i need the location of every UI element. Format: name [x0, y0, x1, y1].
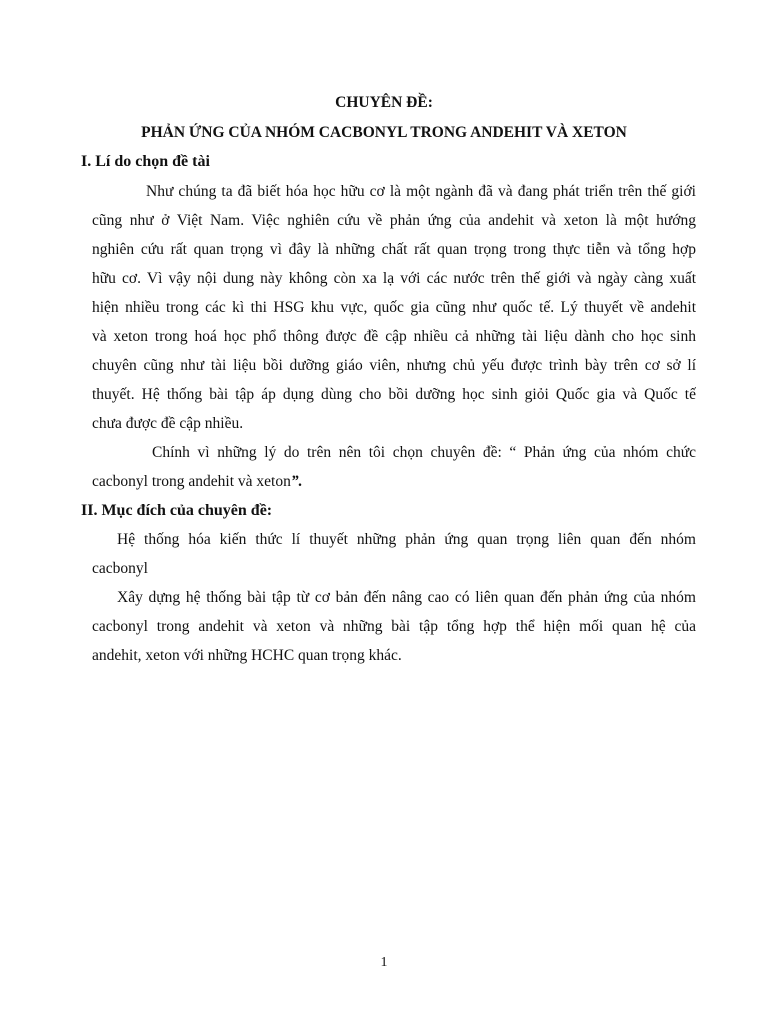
paragraph-line — [92, 472, 302, 492]
paragraph-line: và xeton trong hoá học phổ thông được đề cập nhiều cả những tài liệu dành cho học sinh — [92, 328, 696, 345]
paragraph-line: nghiên cứu rất quan trọng vì đây là những chất rất quan trọng trong thực tiễn và tổng hợp — [92, 241, 696, 258]
paragraph-line: chuyên cũng như tài liệu bồi dưỡng giáo viên, nhưng chủ yếu được trình bày trên cơ sở lí — [92, 357, 696, 374]
paragraph-line: Chính vì những lý do trên nên tôi chọn chuyên đề: “ Phản ứng của nhóm chức — [152, 444, 696, 461]
paragraph-line: cacbonyl — [92, 560, 148, 577]
document-title: PHẢN ỨNG CỦA NHÓM CACBONYL TRONG ANDEHIT VÀ XETON — [141, 124, 627, 141]
section-heading-1: I. Lí do chọn đề tài — [81, 153, 210, 170]
paragraph-line: hữu cơ. Vì vậy nội dung này không còn xa lạ với các nước trên thế giới và ngày càng xuất — [92, 270, 696, 287]
paragraph-line: Xây dựng hệ thống bài tập từ cơ bản đến nâng cao có liên quan đến phản ứng của nhóm — [117, 589, 696, 606]
paragraph-line: cacbonyl trong andehit và xeton và những bài tập tổng hợp thể hiện mối quan hệ của — [92, 618, 696, 635]
paragraph-line: hiện nhiều trong các kì thi HSG khu vực, quốc gia cũng như quốc tế. Lý thuyết về andehit — [92, 299, 696, 316]
paragraph-line: Như chúng ta đã biết hóa học hữu cơ là một ngành đã và đang phát triển trên thế giới — [146, 183, 696, 200]
paragraph-line: cũng như ở Việt Nam. Việc nghiên cứu về phản ứng của andehit và xeton là một hướng — [92, 212, 696, 229]
closing-quote: ”. — [290, 473, 303, 490]
page-number: 1 — [380, 955, 388, 970]
paragraph-text: cacbonyl trong andehit và xeton — [92, 473, 291, 490]
section-heading-2: II. Mục đích của chuyên đề: — [81, 502, 273, 519]
paragraph-line: andehit, xeton với những HCHC quan trọng khác. — [92, 647, 402, 664]
document-title-label: CHUYÊN ĐỀ: — [335, 94, 433, 111]
paragraph-line: thuyết. Hệ thống bài tập áp dụng dùng cho bồi dưỡng học sinh giỏi Quốc gia và Quốc tế — [92, 386, 696, 403]
paragraph-line: chưa được đề cập nhiều. — [92, 415, 244, 432]
paragraph-line: Hệ thống hóa kiến thức lí thuyết những phản ứng quan trọng liên quan đến nhóm — [117, 531, 696, 548]
